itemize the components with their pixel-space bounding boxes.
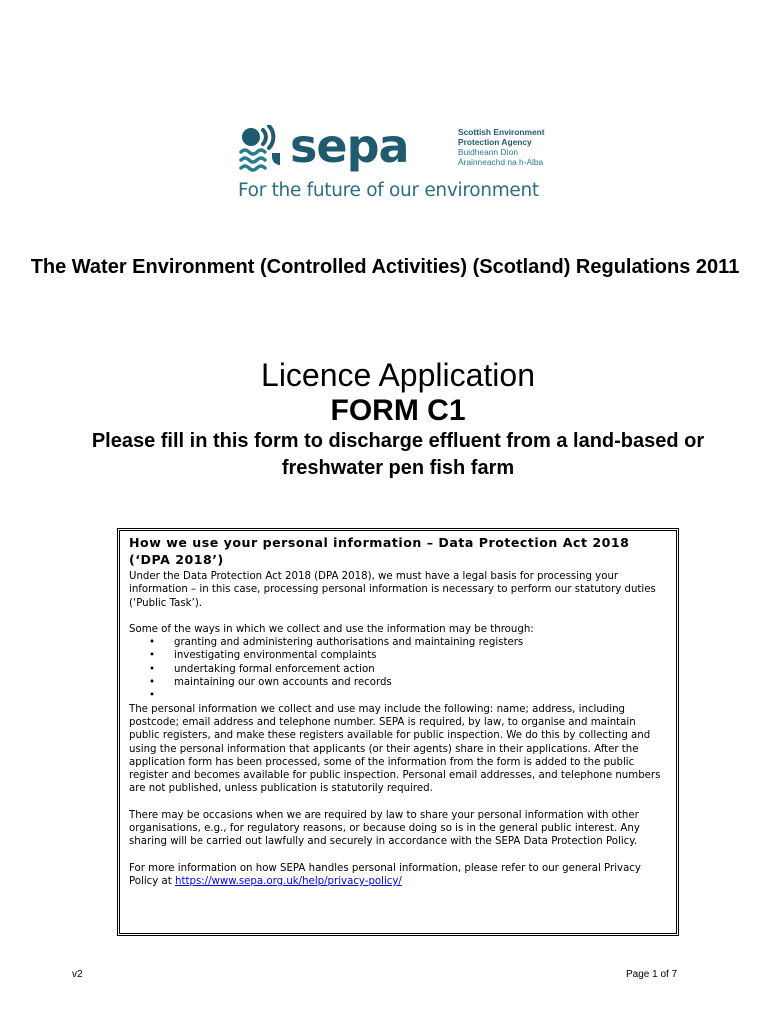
logo-subtitle-line: Àrainneachd na h-Alba xyxy=(458,157,544,167)
list-item: • investigating environmental complaints xyxy=(149,649,669,662)
privacy-notice-content xyxy=(129,535,669,901)
privacy-intro: Under the Data Protection Act 2018 (DPA 2018), we must have a legal basis for processing your information – in this case, processing personal information is necessary to perform our statutory duties (‘Public Task’). xyxy=(129,571,656,609)
footer-page-number: Page 1 of 7 xyxy=(626,969,678,980)
privacy-sharing: There may be occasions when we are required by law to share your personal information with other organisations, e.g., for regulatory reasons, or because doing so is in the general public interest. Any sharing will be carried out lawfully and securely in accordance with the SEPA Data Protection Policy. xyxy=(129,809,640,848)
privacy-collected: The personal information we collect and use may include the following: name; address, including postcode; email address and telephone number. SEPA is required, by law, to organise and maintain public registers, and make these registers available for public inspection. We do this by collecting and using the personal information that applicants (or their agents) share in their applications. After the application form has been processed, some of the information from the form is added to the public register and becomes available for public inspection. Personal email addresses, and telephone numbers are not published, unless publication is statutorily required. xyxy=(129,703,661,795)
privacy-more-info-text: For more information on how SEPA handles personal information, please refer to our general Privacy Policy at xyxy=(129,862,641,887)
form-instruction: Please fill in this form to discharge effluent from a land-based or freshwater pen fish farm xyxy=(91,430,705,479)
privacy-ways-intro: Some of the ways in which we collect and use the information may be through: xyxy=(129,623,534,635)
sepa-tagline: For the future of our environment xyxy=(238,180,539,201)
list-item: • undertaking formal enforcement action xyxy=(149,663,669,676)
privacy-policy-link[interactable]: https://www.sepa.org.uk/help/privacy-policy/ xyxy=(175,875,402,887)
sepa-logo-wordmark: sepa xyxy=(290,119,409,173)
document-title: Licence Application xyxy=(261,357,535,393)
privacy-more-info xyxy=(129,862,669,889)
sepa-logo xyxy=(238,120,558,204)
list-item: • maintaining our own accounts and records xyxy=(149,676,669,689)
privacy-heading: How we use your personal information – Data Protection Act 2018 (‘DPA 2018’) xyxy=(129,535,630,567)
privacy-ways-list xyxy=(129,636,669,702)
footer-version: v2 xyxy=(72,969,83,980)
regulation-title: The Water Environment (Controlled Activities) (Scotland) Regulations 2011 xyxy=(30,256,740,278)
logo-subtitle-line: Scottish Environment xyxy=(458,127,545,137)
list-item: • granting and administering authorisations and maintaining registers xyxy=(149,636,669,649)
sepa-logo-mark-icon xyxy=(238,125,288,173)
logo-subtitle-line: Buidheann Dìon xyxy=(458,147,519,157)
sepa-logo-subtitle xyxy=(458,127,545,167)
form-code: FORM C1 xyxy=(330,394,466,427)
list-item xyxy=(149,689,669,702)
privacy-notice-box xyxy=(117,528,679,936)
logo-subtitle-line: Protection Agency xyxy=(458,137,532,147)
